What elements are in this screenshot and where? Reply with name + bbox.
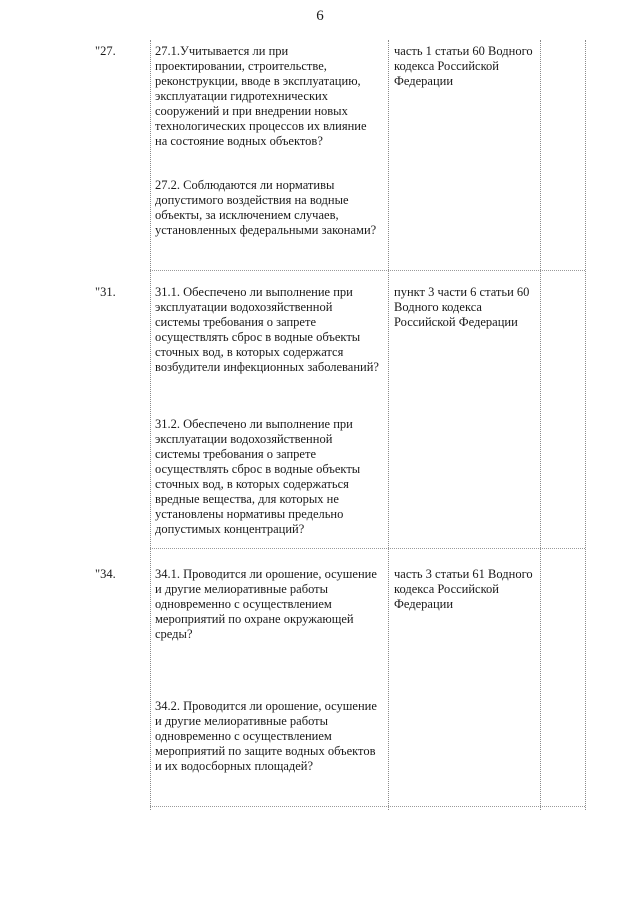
question-34-1: 34.1. Проводится ли орошение, осушение и другие мелиоративные работы одновременно с осуществлением мероприятий по охране окружающей среды? <box>155 567 377 641</box>
row-number-34: "34. <box>95 567 116 581</box>
row-number-31: "31. <box>95 285 116 299</box>
reference-34: часть 3 статьи 61 Водного кодекса Российской Федерации <box>394 567 533 611</box>
reference-31: пункт 3 части 6 статьи 60 Водного кодекса Российской Федерации <box>394 285 530 329</box>
question-27-2: 27.2. Соблюдаются ли нормативы допустимого воздействия на водные объекты, за исключением случаев, установленных федеральными законами? <box>155 178 377 237</box>
row-divider <box>150 270 585 271</box>
row-divider <box>150 548 585 549</box>
table-border-left <box>150 40 151 810</box>
page-number: 6 <box>316 8 324 24</box>
table-border-middle <box>388 40 389 810</box>
question-31-1: 31.1. Обеспечено ли выполнение при эксплуатации водохозяйственной системы требования о запрете осуществлять сброс в водные объекты сточных вод, в которых содержатся возбудители инфекционных заболеваний? <box>155 285 379 374</box>
question-34-2: 34.2. Проводится ли орошение, осушение и другие мелиоративные работы одновременно с осуществлением мероприятий по защите водных объектов и их водосборных площадей? <box>155 699 377 773</box>
question-31-2: 31.2. Обеспечено ли выполнение при эксплуатации водохозяйственной системы требования о запрете осуществлять сброс в водные объекты сточных вод, в которых содержаться вредные вещества, для которых не установлены нормативы предельно допустимых концентраций? <box>155 417 361 536</box>
reference-27: часть 1 статьи 60 Водного кодекса Российской Федерации <box>394 44 533 88</box>
row-number-27: "27. <box>95 44 116 58</box>
question-27-1: 27.1.Учитывается ли при проектировании, строительстве, реконструкции, вводе в эксплуатацию, эксплуатации гидротехнических сооружений и при внедрении новых технологических процессов их влияние на состояние водных объектов? <box>155 44 367 148</box>
table-border-right <box>540 40 541 810</box>
row-divider <box>150 806 585 807</box>
table-border-far-right <box>585 40 586 810</box>
